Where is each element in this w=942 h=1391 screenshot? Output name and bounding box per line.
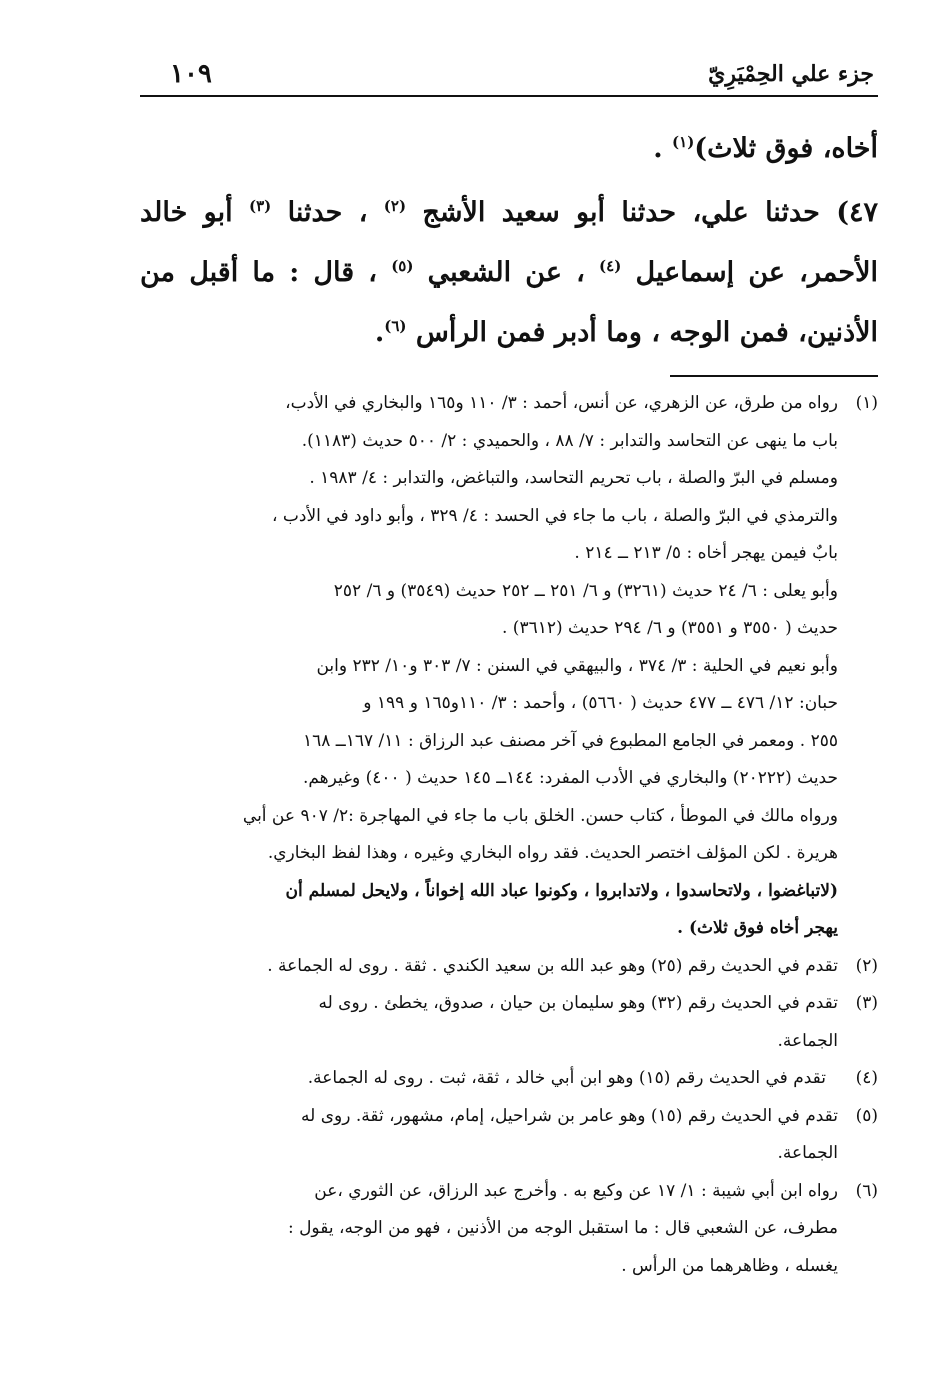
footnote-3 (140, 985, 878, 1060)
footnote-line: رواه ابن أبي شيبة : ١/ ١٧ عن وكيع به . وأخرج عبد الرزاق، عن الثوري ،عن (314, 1180, 838, 1201)
footnote-number: (٦) (855, 1180, 878, 1201)
footnote-ref: (١) (672, 133, 695, 151)
footnote-line: حديث ( ٣٥٥٠ و ٣٥٥١) و ٦/ ٢٩٤ حديث (٣٦١٢) . (501, 618, 838, 638)
footnote-4 (140, 1060, 878, 1098)
continuation-line: أخاه، فوق ثلاث)$^{(١)}$ . (653, 133, 878, 164)
footnote-number: (١) (855, 393, 878, 413)
footnote-5 (140, 1098, 878, 1173)
footnote-text (140, 985, 838, 1060)
footnote-line: وأبو يعلى : ٦/ ٢٤ حديث (٣٢٦١) و ٦/ ٢٥١ ــ ٢٥٢ حديث (٣٥٤٩) و ٦/ ٢٥٢ (333, 580, 838, 601)
footnote-number: (٣) (855, 993, 878, 1013)
hadith-47: ٤٧) حدثنا علي، حدثنا أبو سعيد الأشج $^{(٢)}$ ، حدثنا $^{(٣)}$ أبو خالد الأحمر، عن إسماعيل $^{(٤)}$ ، عن الشعبي $^{(٥)}$ ، قال : ما أقبل من الأذنين، فمن الوجه ، وما أدبر فمن الرأس $^{(٦)}$. (140, 197, 878, 348)
footnote-line: تقدم في الحديث رقم (١٥) وهو ابن أبي خالد ، ثقة، ثبت . روى له الجماعة. (307, 1068, 826, 1088)
footnotes (140, 385, 878, 1285)
footnote-line: حديث (٢٠٢٢٢) والبخاري في الأدب المفرد: ١٤٤ــ ١٤٥ حديث ( ٤٠٠) وغيرهم. (302, 768, 838, 788)
footnote-number: (٢) (855, 955, 878, 976)
footnote-line: تقدم في الحديث رقم (١٥) وهو عامر بن شراحيل، إمام، مشهور، ثقة. روى له (301, 1105, 838, 1126)
footnote-divider (670, 375, 878, 377)
footnote-line: يغسله ، وظاهرهما من الرأس . (621, 1255, 838, 1276)
footnote-line: حبان: ١٢/ ٤٧٦ ــ ٤٧٧ حديث ( ٥٦٦٠) ، وأحمد : ٣/ ١١٠و١٦٥ و ١٩٩ و (363, 693, 838, 713)
footnote-ref: (٣) (248, 197, 272, 215)
footnote-1 (140, 385, 878, 948)
footnote-text (140, 948, 838, 986)
footnote-line: ومسلم في البرّ والصلة ، باب تحريم التحاسد، والتباغض، والتدابر : ٤/ ١٩٨٣ . (309, 468, 838, 488)
footnote-line: تقدم في الحديث رقم (٢٥) وهو عبد الله بن سعيد الكندي . ثقة . روى له الجماعة . (267, 955, 838, 976)
footnote-ref: (٥) (391, 257, 414, 275)
footnote-line: بابٌ فيمن يهجر أخاه : ٥/ ٢١٣ ــ ٢١٤ . (574, 543, 838, 563)
footnote-text (140, 1173, 838, 1286)
main-text (140, 127, 878, 363)
hadith-number: ٤٧) (836, 197, 878, 228)
footnote-line-quote: (لاتباغضوا ، ولاتحاسدوا ، ولاتدابروا ، وكونوا عباد الله إخواناً ، ولايحل لمسلم أن (285, 880, 838, 901)
footnote-line-quote: يهجر أخاه فوق ثلاث) . (677, 918, 838, 938)
footnote-text (140, 385, 838, 948)
book-title: جزء علي الحِمْيَرِيّ (708, 61, 874, 87)
page-number: ١٠٩ (170, 59, 212, 89)
footnote-2 (140, 948, 878, 986)
footnote-6 (140, 1173, 878, 1286)
footnote-line: رواه من طرق، عن الزهري، عن أنس، أحمد : ٣/ ١١٠ و١٦٥ والبخاري في الأدب، (285, 393, 838, 413)
footnote-line: الجماعة. (777, 1030, 838, 1051)
footnote-ref: (٦) (384, 317, 407, 335)
footnote-line: ٢٥٥ . ومعمر في الجامع المطبوع في آخر مصنف عبد الرزاق : ١١/ ١٦٧ــ ١٦٨ (302, 730, 838, 751)
footnote-ref: (٢) (383, 197, 407, 215)
footnote-line: هريرة . لكن المؤلف اختصر الحديث. فقد رواه البخاري وغيره ، وهذا لفظ البخاري. (267, 843, 838, 863)
running-header (140, 55, 878, 97)
footnote-line: مطرف، عن الشعبي قال : ما استقبل الوجه من الأذنين ، فهو من الوجه، يقول : (287, 1218, 838, 1238)
footnote-number: (٥) (855, 1105, 878, 1126)
footnote-line: الجماعة. (777, 1143, 838, 1163)
footnote-text (140, 1098, 838, 1173)
footnote-number: (٤) (855, 1068, 878, 1088)
footnote-line: والترمذي في البرّ والصلة ، باب ما جاء في الحسد : ٤/ ٣٢٩ ، وأبو داود في الأدب ، (272, 505, 838, 526)
footnote-line: باب ما ينهى عن التحاسد والتدابر : ٧/ ٨٨ ، والحميدي : ٢/ ٥٠٠ حديث (١١٨٣). (301, 430, 838, 451)
book-page (140, 55, 878, 1285)
footnote-text (140, 1060, 826, 1098)
footnote-line: وأبو نعيم في الحلية : ٣/ ٣٧٤ ، والبيهقي في السنن : ٧/ ٣٠٣ و١٠/ ٢٣٢ وابن (316, 655, 838, 676)
footnote-line: ورواه مالك في الموطأ ، كتاب حسن. الخلق باب ما جاء في المهاجرة :٢/ ٩٠٧ عن أبي (242, 805, 838, 826)
footnote-ref: (٤) (599, 257, 622, 275)
footnote-line: تقدم في الحديث رقم (٣٢) وهو سليمان بن حيان ، صدوق، يخطئ . روى له (318, 993, 838, 1013)
